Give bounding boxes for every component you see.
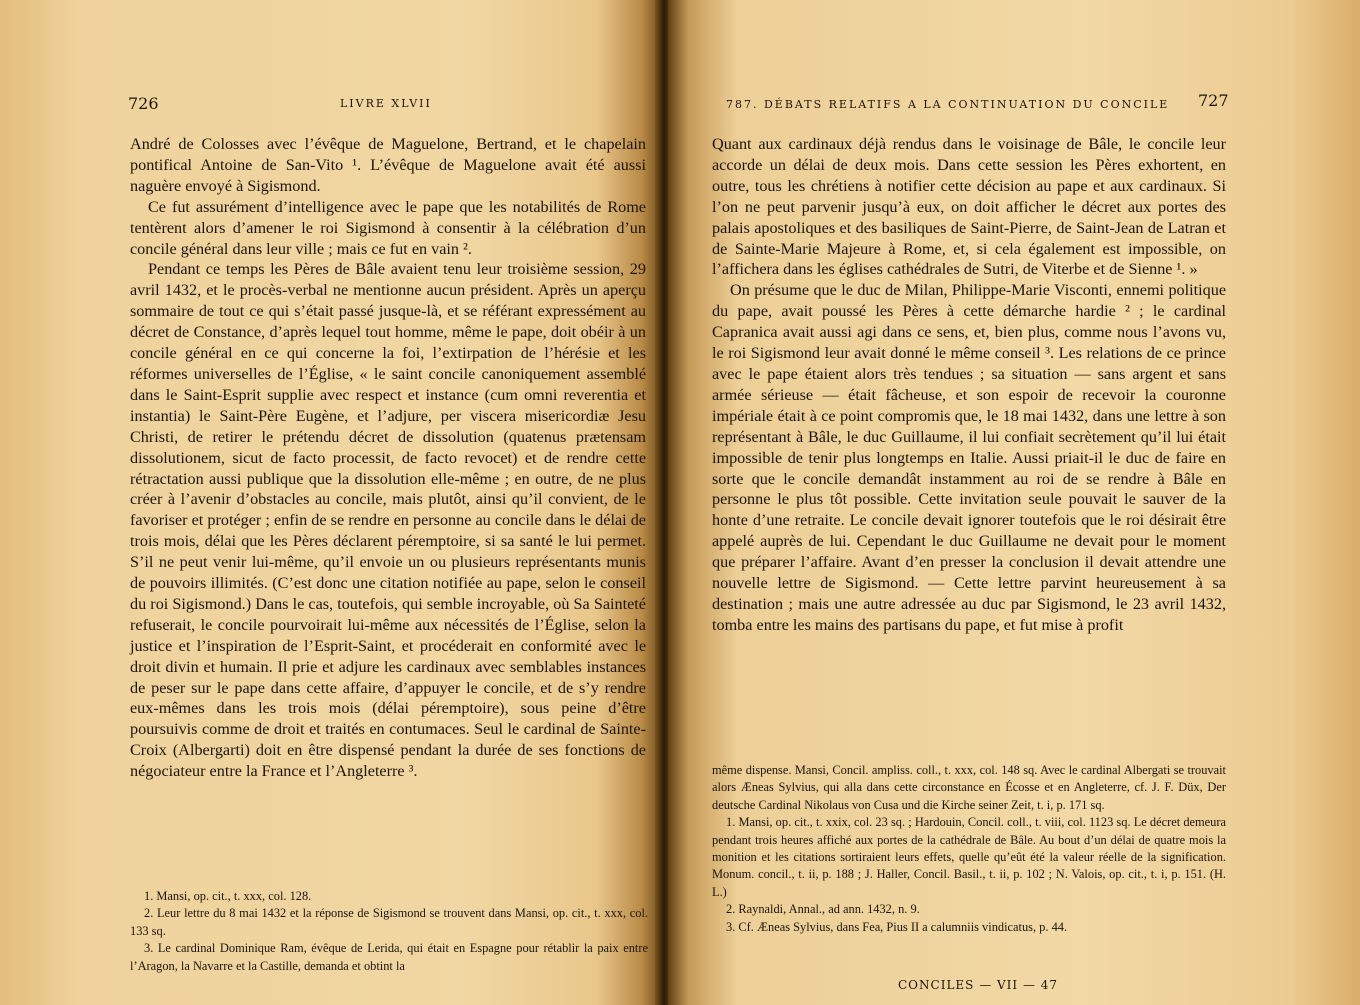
left-body-text (130, 134, 646, 782)
right-paragraph-1: Quant aux cardinaux déjà rendus dans le voisinage de Bâle, le concile leur accorde un délai de deux mois. Dans cette session les Pères exhortent, en outre, tous les chrétiens à notifier cette décision au pape et aux cardinaux. Si l’on ne peut parvenir jusqu’à eux, on doit afficher le décret aux portes des palais apostoliques et des basiliques de Saint-Pierre, de Saint-Jean de Latran et de Sainte-Marie Majeure à Rome, et, si cela également est impossible, on l’affichera dans les églises cathédrales de Sutri, de Viterbe et de Sienne ¹. » (712, 135, 1226, 279)
right-paragraph-2: On présume que le duc de Milan, Philippe-Marie Visconti, ennemi politique du pape, avait poussé les Pères à cette démarche hardie ² ; le cardinal Capranica avait aussi agi dans ce sens, et, bien plus, comme nous l’avons vu, le roi Sigismond leur avait donné le même conseil ³. Les relations de ce prince avec le pape étaient alors très tendues ; sa situation — sans argent et sans armée sérieuse — était fâcheuse, et son espoir de recevoir la couronne impériale était à ce point compromis que, le 18 mai 1432, dans une lettre à son représentant à Bâle, le duc Guillaume, il lui confiait secrètement qu’il lui était impossible de tenir plus longtemps en Italie. Aussi priait-il le duc de faire en sorte que le concile demandât instamment au roi de se rendre à Bâle en personne le plus tôt possible. Cette invitation seule pouvait le sauver de la honte d’une retraite. Le concile devait ignorer toutefois que le roi désirait être appelé auprès de lui. Cependant le duc Guillaume ne devait pour le moment que préparer l’affaire. Avant d’en presser la conclusion il devait attendre une nouvelle lettre de Sigismond. — Cette lettre parvint heureusement à sa destination ; mais une autre adressée au duc par Sigismond, le 23 avril 1432, tomba entre les mains des partisans du pape, et fut mise à profit (712, 281, 1226, 634)
left-paragraph-1: André de Colosses avec l’évêque de Maguelone, Bertrand, et le chapelain pontifical Antoine de San-Vito ¹. L’évêque de Maguelone avait été aussi naguère envoyé à Sigismond. (130, 135, 646, 195)
left-footnotes (130, 888, 648, 975)
signature-line: CONCILES — VII — 47 (898, 978, 1059, 992)
right-footnotes (712, 762, 1226, 936)
right-footnote-2: 2. Raynaldi, Annal., ad ann. 1432, n. 9. (726, 902, 920, 917)
right-page-number: 727 (1198, 91, 1229, 110)
left-page (0, 0, 662, 1005)
right-footnote-1: 1. Mansi, op. cit., t. xxix, col. 23 sq. ; Hardouin, Concil. coll., t. viii, col. 1123 sq. Le décret demeura pendant trois heures affiché aux portes de la cathédrale de Bâle. Au bout d’un délai de quatre mois la monition et les citations sortiraient leurs effets, quelle qu’eût été la valeur réelle de la signification. Monum. concil., t. ii, p. 188 ; J. Haller, Concil. Basil., t. ii, p. 102 ; N. Valois, op. cit., t. i, p. 151. (H. L.) (712, 815, 1226, 899)
right-footnote-continuation: même dispense. Mansi, Concil. ampliss. coll., t. xxx, col. 148 sq. Avec le cardinal Albergati se trouvait alors Æneas Sylvius, qui alla dans cette circonstance en Écosse et en Angleterre, cf. J. F. Düx, Der deutsche Cardinal Nikolaus von Cusa und die Kirche seiner Zeit, t. i, p. 171 sq. (712, 763, 1226, 812)
left-page-number: 726 (128, 94, 159, 113)
left-footnote-3: 3. Le cardinal Dominique Ram, évêque de Lerida, qui était en Espagne pour rétablir la paix entre l’Aragon, la Navarre et la Castille, demanda et obtint la (130, 941, 648, 973)
right-running-head: 787. DÉBATS RELATIFS A LA CONTINUATION DU CONCILE (726, 98, 1170, 111)
left-footnote-2: 2. Leur lettre du 8 mai 1432 et la réponse de Sigismond se trouvent dans Mansi, op. cit., t. xxx, col. 133 sq. (130, 906, 648, 938)
left-running-header (128, 94, 648, 113)
left-footnote-1: 1. Mansi, op. cit., t. xxx, col. 128. (144, 889, 312, 903)
left-paragraph-3: Pendant ce temps les Pères de Bâle avaient tenu leur troisième session, 29 avril 1432, et le procès-verbal ne mentionne aucun président. Après un aperçu sommaire de tout ce qui s’était passé jusque-là, et se référant expressément au décret de Constance, d’après lequel tout homme, même le pape, doit obéir à un concile général en ce qui concerne la foi, l’extirpation de l’hérésie et les réformes universelles de l’Église, « le saint concile canoniquement assemblé dans le Saint-Esprit supplie avec respect et instance (cum omni reverentia et instantia) le Saint-Père Eugène, et l’adjure, per viscera misericordiæ Jesu Christi, de retirer le prétendu décret de dissolution (quatenus prætensam dissolutionem, sicut de facto processit, de facto revocet) et de rendre cette rétractation aussi publique que la dissolution elle-même ; en outre, de ne plus créer à l’avenir d’obstacles au concile, mais plutôt, ainsi qu’il convient, de le favoriser et protéger ; enfin de se rendre en personne au concile dans le délai de trois mois, délai que les Pères déclarent péremptoire, si sa santé le lui permet. S’il ne peut venir lui-même, qu’il envoie un ou plusieurs représentants munis de pouvoirs illimités. (C’est donc une citation notifiée au pape, selon le conseil du roi Sigismond.) Dans le cas, toutefois, qui semble incroyable, où Sa Sainteté refuserait, le concile pourvoirait lui-même aux nécessités de l’Église, selon la justice et l’inspiration de l’Esprit-Saint, et procéderait en conformité avec le droit divin et humain. Il prie et adjure les cardinaux avec semblables instances de peser sur le pape dans cette affaire, d’appuyer le concile, et de s’y rendre eux-mêmes dans les trois mois (délai péremptoire), sous peine d’être poursuivis comme de droit et traités en contumaces. Seul le cardinal de Sainte-Croix (Albergarti) doit en être dispensé pendant la durée de ses fonctions de négociateur entre la France et l’Angleterre ³. (130, 260, 646, 781)
left-running-head: LIVRE XLVII (340, 97, 432, 110)
left-paragraph-2: Ce fut assurément d’intelligence avec le pape que les notabilités de Rome tentèrent alors d’amener le roi Sigismond à consentir à la célébration d’un concile général dans leur ville ; mais ce fut en vain ². (130, 197, 646, 258)
right-running-header (726, 91, 1229, 112)
right-body-text (712, 134, 1226, 636)
right-page (668, 0, 1360, 1005)
right-footnote-3: 3. Cf. Æneas Sylvius, dans Fea, Pius II a calumniis vindicatus, p. 44. (726, 919, 1068, 934)
